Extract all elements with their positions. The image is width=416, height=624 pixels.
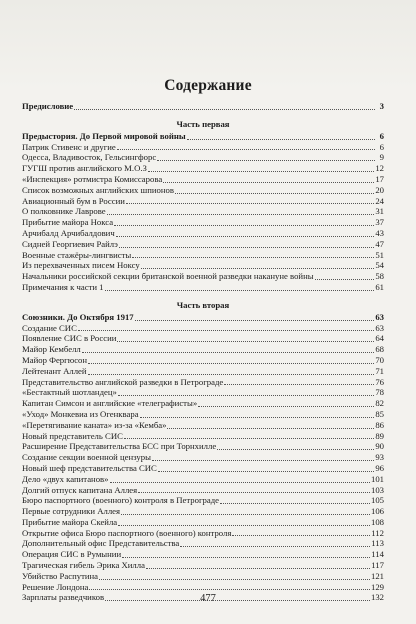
toc-entry-page: 117 [371,560,384,571]
toc-entry [22,152,384,163]
toc-entry [22,174,384,185]
toc-entry [22,485,384,496]
toc-entry-label: Первые сотрудники Аллея [22,506,121,517]
toc-entry [22,185,384,196]
toc-entry-label: Майор Кембелл [22,344,81,355]
toc-entry-page: 78 [375,387,384,398]
leader-dots [187,139,375,140]
toc-entry-label: Лейтенант Аллей [22,365,87,376]
toc-entry [22,163,384,174]
toc-entry-label: Предыстория. До Первой мировой войны [22,130,186,141]
toc-entry-page: 47 [375,238,384,249]
toc-entry-label: Военные стажёры-лингвисты [22,249,132,260]
toc-entry-label: Дело «двух капитанов» [22,473,109,484]
toc-entry-label: Прибытие майора Нокса [22,217,114,228]
toc-entry-label: «Бестактный шотландец» [22,387,117,398]
toc-entry [22,260,384,271]
toc-entry [22,333,384,344]
toc-entry [22,463,384,474]
toc-entry-label: «Инспекция» ротмистра Комиссарова [22,173,163,184]
leader-dots [140,417,375,418]
toc-entry-label: Новый представитель СИС [22,430,123,441]
toc-entry-page: 24 [375,195,384,206]
toc-entry-page: 68 [375,344,384,355]
leader-dots [126,203,374,204]
toc-entry-page: 129 [370,581,384,592]
toc-entry [22,409,384,420]
leader-dots [121,514,370,515]
toc-entry-label: «Уход» Монкевиа из Огенквара [22,408,139,419]
toc-entry-page: 17 [375,173,384,184]
toc-entry-page: 6 [379,141,384,152]
toc-entry-label: Открытие офиса Бюро паспортного (военного) контроля [22,527,232,538]
toc-entry-page: 43 [375,227,384,238]
leader-dots [117,149,375,150]
toc-entry-page: 6 [379,130,384,141]
toc-entry [22,196,384,207]
toc-entry-label: «Перетягивание каната» из-за «Кемба» [22,419,167,430]
page-title: Содержание [164,77,252,94]
toc-entry-label: Дополнительный офис Представительства [22,538,180,549]
leader-dots [180,546,370,547]
toc-entry-label: Появление СИС в России [22,333,117,344]
toc-entry-page: 54 [375,260,384,271]
leader-dots [116,236,375,237]
leader-dots [158,471,374,472]
toc-entry-page: 31 [375,206,384,217]
leader-dots [110,482,370,483]
toc-entry [22,420,384,431]
toc-entry-label: Капитан Симсон и английские «телеграфисты» [22,398,198,409]
toc-entry-page: 12 [375,163,384,174]
leader-dots [118,395,374,396]
toc-entry-page: 70 [375,354,384,365]
leader-dots [232,535,370,536]
toc-entry [22,217,384,228]
toc-entry-page: 86 [375,419,384,430]
toc-entry-label: ГУГШ против английского М.О.З [22,163,147,174]
toc-entry-label: Авиационный бум в России [22,195,125,206]
toc-entry [22,495,384,506]
toc-entry [22,355,384,366]
toc-entry-page: 71 [375,365,384,376]
toc-entry-label: Предисловие [22,101,74,111]
toc-entry-label: Сидней Георгиевич Райлэ [22,238,118,249]
toc-entry [22,452,384,463]
toc-chapter [22,131,384,142]
leader-dots [78,330,374,331]
toc-entry-label: Список возможных английских шпионов [22,184,174,195]
toc-entry [22,549,384,560]
leader-dots [118,525,370,526]
toc-entry-label: Из перехваченных писем Ноксу [22,260,140,271]
leader-dots [175,193,374,194]
toc-entry-page: 3 [379,101,384,111]
toc-entry [22,517,384,528]
toc-entry [22,431,384,442]
toc-entry [22,538,384,549]
toc-entry [22,377,384,388]
leader-dots [167,428,374,429]
toc-entry-page: 106 [370,506,384,517]
toc-entry-label: Одесса, Владивосток, Гельсингфорс [22,152,157,163]
toc-entry-page: 76 [375,376,384,387]
toc-entry [22,474,384,485]
leader-dots [89,589,370,590]
toc-entry-page: 63 [375,322,384,333]
leader-dots [163,182,374,183]
toc-entry-page: 64 [375,333,384,344]
toc-entry-label: Долгий отпуск капитана Аллея [22,484,138,495]
toc-entry-label: Майор Фергюсон [22,354,88,365]
leader-dots [220,503,370,504]
toc-list [22,142,384,293]
toc-entry-page: 121 [370,570,384,581]
toc-chapter [22,312,384,323]
toc-entry-page: 89 [375,430,384,441]
toc-entry [22,560,384,571]
leader-dots [132,257,374,258]
leader-dots [138,492,370,493]
toc-entry [22,228,384,239]
leader-dots [148,171,374,172]
part-heading: Часть вторая [176,299,230,310]
toc-entry-label: О полковнике Лаврове [22,206,106,217]
leader-dots [141,268,375,269]
toc-entry [22,271,384,282]
toc-entry [22,323,384,334]
toc-entry-page: 96 [375,462,384,473]
leader-dots [105,290,375,291]
leader-dots [107,214,375,215]
toc-entry-label: Решение Лондона [22,581,89,592]
toc-entry-label: Прибытие майора Скейла [22,516,118,527]
toc-list [22,323,384,604]
toc-entry [22,571,384,582]
toc-entry-label: Расширение Представительства БСС при Торнхилле [22,441,217,452]
toc-entry-label: Операция СИС в Румынии [22,549,122,560]
leader-dots [146,568,370,569]
toc-entry [22,344,384,355]
toc-entry-page: 112 [371,527,384,538]
leader-dots [117,341,374,342]
leader-dots [315,279,375,280]
leader-dots [157,160,375,161]
toc-entry-page: 61 [375,281,384,292]
toc-entry-label: Арчибалд Арчибалдович [22,227,115,238]
leader-dots [152,460,374,461]
toc-entry [22,582,384,593]
leader-dots [99,579,370,580]
part-heading: Часть первая [176,118,230,129]
toc-entry-label: Убийство Распутина [22,570,99,581]
toc-entry-page: 9 [379,152,384,163]
toc-entry-page: 51 [375,249,384,260]
leader-dots [122,557,370,558]
leader-dots [88,374,375,375]
page-number: 477 [200,593,216,604]
toc-entry [22,206,384,217]
toc-entry-label: Бюро паспортного (военного) контроля в Петрограде [22,495,219,506]
toc-entry-page: 93 [375,452,384,463]
toc-entry [22,441,384,452]
toc-entry [22,239,384,250]
toc-entry-label: Зарплаты разведчиков [22,592,105,603]
toc-entry-page: 114 [371,549,384,560]
toc-entry-label: Союзники. До Октября 1917 [22,311,134,322]
toc-entry-label: Трагическая гибель Эрика Хилла [22,560,145,571]
toc-entry-page: 20 [375,184,384,195]
table-of-contents [22,101,384,603]
toc-entry-label: Патрик Стивенс и другие [22,141,116,152]
toc-entry-label: Примечания к части 1 [22,281,104,292]
leader-dots [114,225,374,226]
leader-dots [124,438,374,439]
toc-entry-page: 58 [375,271,384,282]
toc-entry-label: Новый шеф представительства СИС [22,462,157,473]
leader-dots [88,363,374,364]
toc-entry-page: 85 [375,408,384,419]
toc-entry-page: 108 [370,516,384,527]
toc-entry [22,528,384,539]
leader-dots [135,320,375,321]
toc-entry-page: 113 [371,538,384,549]
toc-entry [22,142,384,153]
toc-entry-page: 103 [370,484,384,495]
toc-entry-page: 132 [370,592,384,603]
leader-dots [119,247,374,248]
toc-entry-label: Создание секции военной цензуры [22,452,151,463]
leader-dots [74,109,375,110]
leader-dots [217,449,374,450]
leader-dots [198,406,374,407]
toc-entry-page: 63 [375,311,384,322]
leader-dots [82,352,375,353]
toc-entry [22,387,384,398]
toc-entry [22,506,384,517]
toc-entry-label: Начальники российской секции британской военной разведки накануне войны [22,271,314,282]
toc-entry-page: 37 [375,217,384,228]
toc-entry-page: 82 [375,398,384,409]
toc-entry-label: Представительство английской разведки в Петрограде [22,376,224,387]
toc-entry-label: Создание СИС [22,322,77,333]
toc-entry [22,366,384,377]
toc-entry [22,398,384,409]
toc-entry-page: 105 [370,495,384,506]
toc-entry-page: 101 [370,473,384,484]
leader-dots [224,384,374,385]
toc-entry-page: 90 [375,441,384,452]
toc-entry [22,250,384,261]
toc-entry [22,282,384,293]
toc-preface [22,101,384,112]
